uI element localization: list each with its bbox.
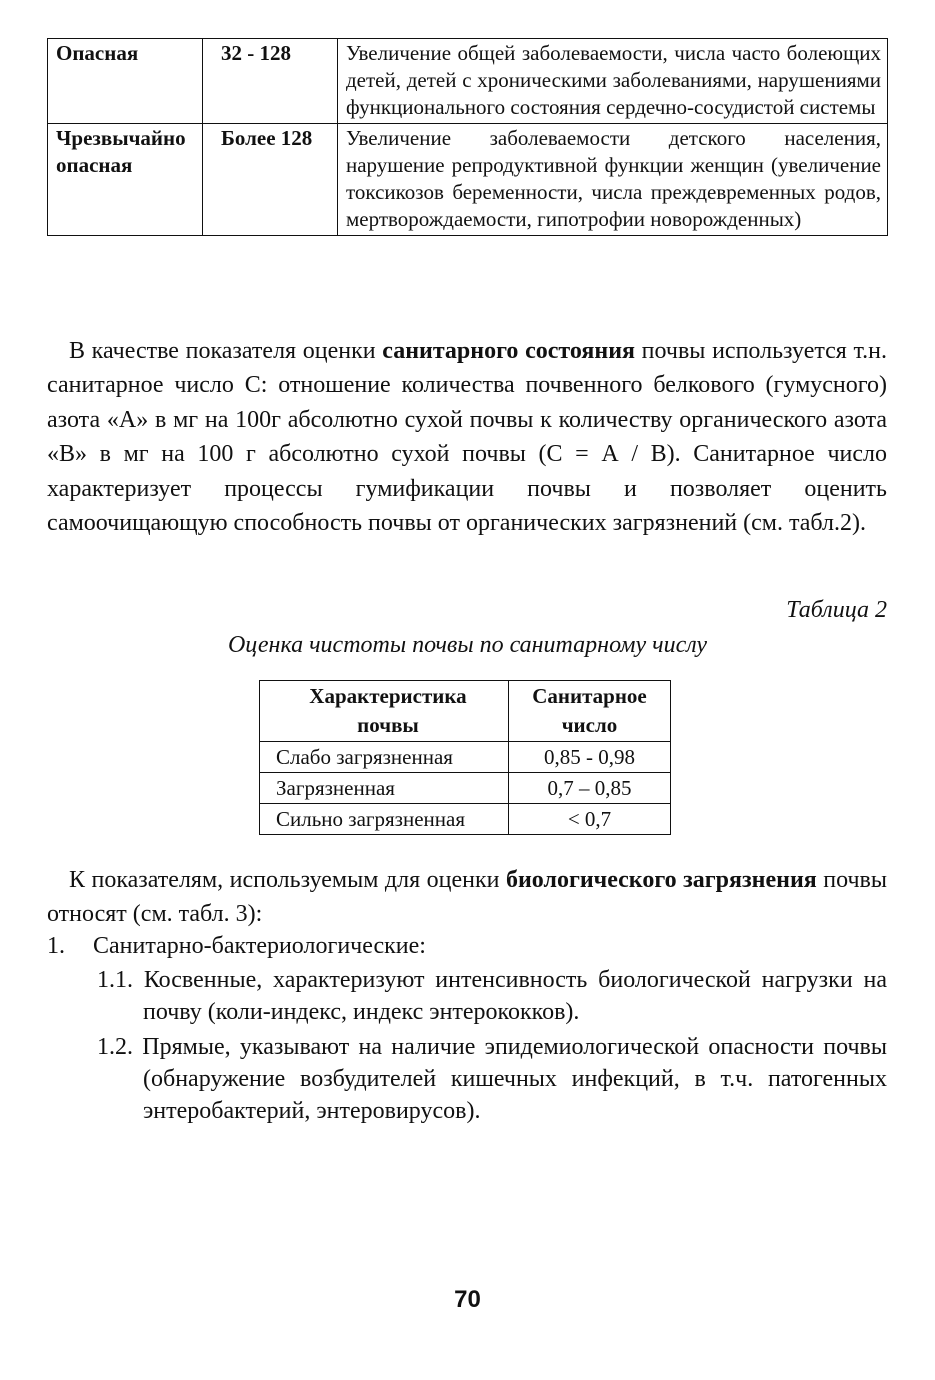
table-row (260, 773, 671, 804)
list-number: 1. (47, 933, 65, 959)
list-number: 1.2. (97, 1034, 133, 1060)
hazard-category: Опасная (48, 39, 203, 124)
list-item (47, 929, 887, 963)
paragraph-text: почвы относят (см. табл. 3): (47, 867, 888, 928)
list-text: Косвенные, характеризуют интенсивность биологической нагрузки на почву (коли-индекс, индекс энтерококков). (143, 967, 887, 1025)
page-number: 70 (454, 1286, 481, 1313)
table-row (48, 39, 888, 124)
paragraph-text: В качестве показателя оценки (69, 338, 383, 364)
paragraph-bold-term: биологического загрязнения (505, 867, 817, 893)
sanitary-number: < 0,7 (509, 804, 671, 835)
column-header: Санитарное число (509, 681, 671, 742)
sanitary-paragraph (47, 334, 887, 540)
hazard-category: Чрезвычайно опасная (48, 124, 203, 236)
table-header-row (260, 681, 671, 742)
table-number: Таблица 2 (786, 597, 887, 623)
hazard-range: Более 128 (203, 124, 338, 236)
soil-characteristic: Сильно загрязненная (260, 804, 509, 835)
paragraph-text: почвы используется т.н. санитарное число С: отношение количества почвенного белкового (гумусного) азота «А» в мг на 100г абсолютно сухой почвы к количеству органического азота «В» в мг на 100 г абсолютно сухой почвы (С = А / В). Санитарное число характеризует процессы гумификации почвы и позволяет оценить самоочищающую способность почвы от органических загрязнений (см. табл.2). (47, 338, 887, 537)
table-row (260, 742, 671, 773)
table-title: Оценка чистоты почвы по санитарному числу (227, 632, 708, 658)
paragraph-text: К показателям, используемым для оценки (69, 867, 506, 893)
biological-paragraph (47, 863, 887, 932)
list-text: Санитарно-бактериологические: (93, 933, 426, 959)
paragraph-bold-term: санитарного состояния (382, 338, 636, 364)
table-row (48, 124, 888, 236)
list-subitem (97, 964, 887, 1028)
column-header: Характеристика почвы (260, 681, 509, 742)
hazard-effect: Увеличение заболеваемости детского населения, нарушение репродуктивной функции женщин (увеличение токсикозов беременности, числа преждевременных родов, мертворождаемости, гипотрофии новорожденных) (338, 124, 888, 236)
list-text: Прямые, указывают на наличие эпидемиологической опасности почвы (обнаружение возбудителей кишечных инфекций, в т.ч. патогенных энтеробактерий, энтеровирусов). (142, 1034, 888, 1124)
hazard-effect: Увеличение общей заболеваемости, числа часто болеющих детей, детей с хроническими заболеваниями, нарушениями функционального состояния сердечно-сосудистой системы (338, 39, 888, 124)
table-row (260, 804, 671, 835)
list-number: 1.1. (97, 967, 133, 993)
sanitary-number: 0,7 – 0,85 (509, 773, 671, 804)
sanitary-number-table (259, 680, 671, 835)
soil-characteristic: Слабо загрязненная (260, 742, 509, 773)
hazard-table (47, 38, 888, 236)
hazard-range: 32 - 128 (203, 39, 338, 124)
list-subitem (97, 1031, 887, 1127)
sanitary-number: 0,85 - 0,98 (509, 742, 671, 773)
soil-characteristic: Загрязненная (260, 773, 509, 804)
